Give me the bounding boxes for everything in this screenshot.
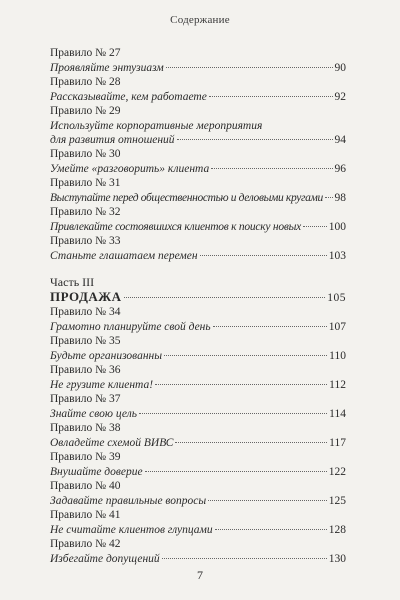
dot-leader [213, 326, 327, 327]
dot-leader [177, 139, 333, 140]
dot-leader [155, 384, 327, 385]
toc-entry [50, 46, 346, 75]
rule-title: Рассказывайте, кем работаете [50, 91, 207, 103]
rule-title: Умейте «разговорить» клиента [50, 163, 210, 175]
page-ref: 90 [334, 62, 346, 74]
rule-title: Грамотно планируйте свой день [50, 321, 211, 333]
page-ref: 96 [334, 163, 346, 175]
dot-leader [139, 413, 327, 414]
toc-entry [50, 392, 346, 421]
rule-number: Правило № 32 [50, 206, 121, 218]
dot-leader [325, 197, 333, 198]
rule-title: для развития отношений [50, 134, 175, 146]
toc-line [50, 249, 346, 263]
rule-title: Привлекайте состоявшихся клиентов к поиску новых [50, 221, 301, 233]
page-ref: 110 [329, 350, 346, 362]
toc-line [50, 523, 346, 537]
toc-line [50, 61, 346, 75]
dot-leader [162, 558, 327, 559]
rule-title: Овладейте схемой ВИВС [50, 437, 174, 449]
dot-leader [215, 529, 327, 530]
rule-number: Правило № 35 [50, 335, 121, 347]
dot-leader [208, 500, 327, 501]
dot-leader [211, 168, 332, 169]
rule-title: Задавайте правильные вопросы [50, 495, 207, 507]
rule-title: Внушайте доверие [50, 466, 143, 478]
toc-line [50, 191, 346, 205]
rule-title: Избегайте допущений [50, 553, 160, 565]
table-of-contents [50, 46, 346, 566]
dot-leader [175, 442, 327, 443]
toc-entry [50, 334, 346, 363]
rule-title: Станьте глашатаем перемен [50, 250, 198, 262]
rule-title: Не считайте клиентов глупцами [50, 524, 213, 536]
page-ref: 128 [328, 524, 346, 536]
rule-title: Проявляйте энтузиазм [50, 62, 164, 74]
toc-entry [50, 104, 346, 147]
rule-number: Правило № 34 [50, 306, 121, 318]
rule-number: Правило № 36 [50, 364, 121, 376]
page-number: 7 [197, 568, 203, 582]
page-ref: 94 [334, 134, 346, 146]
page-ref: 98 [334, 192, 346, 204]
toc-entry [50, 234, 346, 263]
rule-title: Не грузите клиента! [50, 379, 154, 391]
rule-number: Правило № 41 [50, 509, 121, 521]
toc-entry [50, 305, 346, 334]
toc-line [50, 407, 346, 421]
toc-line [50, 494, 346, 508]
rule-number: Правило № 31 [50, 177, 121, 189]
page-ref: 105 [327, 292, 346, 304]
dot-leader [145, 471, 327, 472]
rule-number: Правило № 29 [50, 105, 121, 117]
toc-line [50, 378, 346, 392]
rule-title-line1: Используйте корпоративные мероприятия [50, 120, 263, 132]
page-ref: 117 [329, 437, 346, 449]
toc-entry [50, 363, 346, 392]
part-heading: ПРОДАЖА [50, 289, 122, 304]
rule-number: Правило № 37 [50, 393, 121, 405]
toc-line [50, 90, 346, 104]
rule-number: Правило № 42 [50, 538, 121, 550]
toc-entry [50, 75, 346, 104]
dot-leader [164, 355, 327, 356]
page-ref: 130 [328, 553, 346, 565]
toc-line [50, 552, 346, 566]
page-ref: 103 [328, 250, 346, 262]
toc-entry [50, 479, 346, 508]
toc-line [50, 436, 346, 450]
dot-leader [166, 67, 333, 68]
dot-leader [303, 226, 327, 227]
page-ref: 107 [328, 321, 346, 333]
rule-title: Знайте свою цель [50, 408, 137, 420]
dot-leader [200, 255, 327, 256]
page-ref: 114 [329, 408, 346, 420]
page-ref: 125 [328, 495, 346, 507]
rule-number: Правило № 30 [50, 148, 121, 160]
part-heading-line [50, 290, 346, 305]
toc-line [50, 465, 346, 479]
part-label: Часть III [50, 275, 95, 289]
page-ref: 112 [329, 379, 346, 391]
dot-leader [124, 297, 326, 298]
toc-entry [50, 537, 346, 566]
dot-leader [209, 96, 333, 97]
rule-title: Будьте организованны [50, 350, 163, 362]
page-ref: 100 [328, 221, 346, 233]
toc-entry [50, 450, 346, 479]
rule-number: Правило № 27 [50, 47, 121, 59]
toc-line [50, 349, 346, 363]
toc-entry [50, 421, 346, 450]
toc-entry [50, 147, 346, 176]
toc-line [50, 220, 346, 234]
running-header: Содержание [170, 14, 230, 26]
rule-number: Правило № 33 [50, 235, 121, 247]
rule-number: Правило № 28 [50, 76, 121, 88]
toc-entry [50, 176, 346, 205]
rule-number: Правило № 40 [50, 480, 121, 492]
toc-entry [50, 508, 346, 537]
rule-number: Правило № 39 [50, 451, 121, 463]
toc-line [50, 133, 346, 147]
rule-number: Правило № 38 [50, 422, 121, 434]
page-ref: 122 [328, 466, 346, 478]
toc-line [50, 320, 346, 334]
toc-entry [50, 205, 346, 234]
toc-line [50, 162, 346, 176]
page-ref: 92 [334, 91, 346, 103]
rule-title: Выступайте перед общественностью и деловыми кругами [50, 192, 323, 204]
